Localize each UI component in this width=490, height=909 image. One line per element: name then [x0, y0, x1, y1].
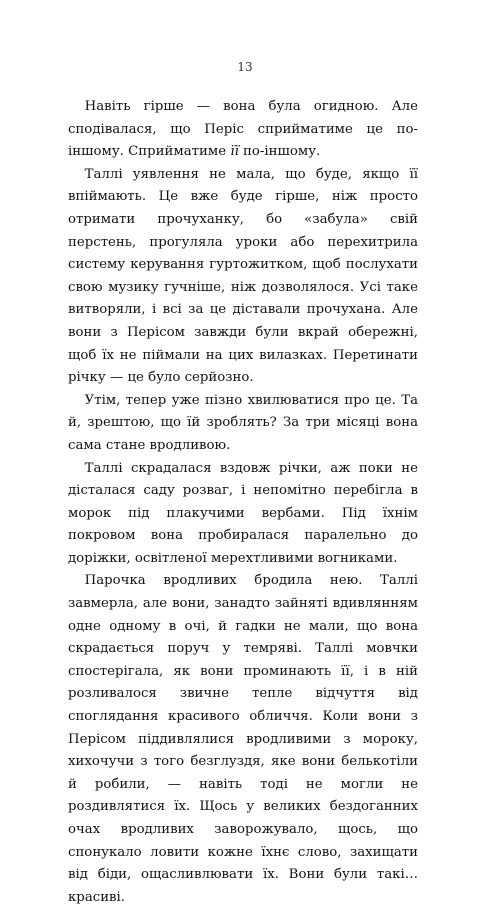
paragraph-2: Таллі уявлення не мала, що буде, якщо її впіймають. Це вже буде гірше, ніж просто отримати прочуханку, бо «забула» свій перстень, прогуляла уроки або перехитрила систему керування гуртожитком, щоб послухати свою музику гучніше, ніж дозволялося. Усі таке витворяли, і всі за це діставали прочухана. Але вони з Перісом завжди були вкрай обережні, щоб їх не піймали на цих вилазках. Перетинати річку — це було серйозно.	[68, 166, 418, 386]
paragraph-4: Таллі скрадалася вздовж річки, аж поки не дісталася саду розваг, і непомітно перебігла в морок під плакучими вербами. Під їхнім покровом вона пробиралася паралельно до доріжки, освітленої мерехтливими вогниками.	[68, 460, 418, 566]
paragraph-1	[68, 96, 418, 164]
paragraph-3: Утім, тепер уже пізно хвилюватися про це. Та й, зрештою, що їй зроблять? За три місяці вона сама стане вродливою.	[68, 392, 418, 453]
emphasis-her: її	[230, 144, 239, 160]
paragraph-1-text-start: Навіть гірше — вона була огидною. Але сподівалася, що Періс сприйматиме це по-іншому. Сприйматиме	[68, 99, 418, 160]
paragraph-1-text-end: по-іншому.	[238, 144, 321, 160]
page-number: 13	[237, 60, 253, 74]
paragraph-5: Парочка вродливих бродила нею. Таллі завмерла, але вони, занадто зайняті вдивлянням одне одному в очі, й гадки не мали, що вона скрадається поруч у темряві. Таллі мовчки спостерігала, як вони проминають її, і в ній розливалося звичне тепле відчуття від споглядання красивого обличчя. Коли вони з Перісом піддивлялися вродливими з мороку, хихочучи з того безглуздя, яке вони белькотіли й робили, — навіть тоді не могли не роздивлятися їх. Щось у великих бездоганних очах вродливих заворожувало, щось, що спонукало ловити кожне їхнє слово, захищати від біди, ощасливлювати їх. Вони були такі… красиві.	[68, 573, 418, 905]
body-text	[68, 96, 418, 909]
